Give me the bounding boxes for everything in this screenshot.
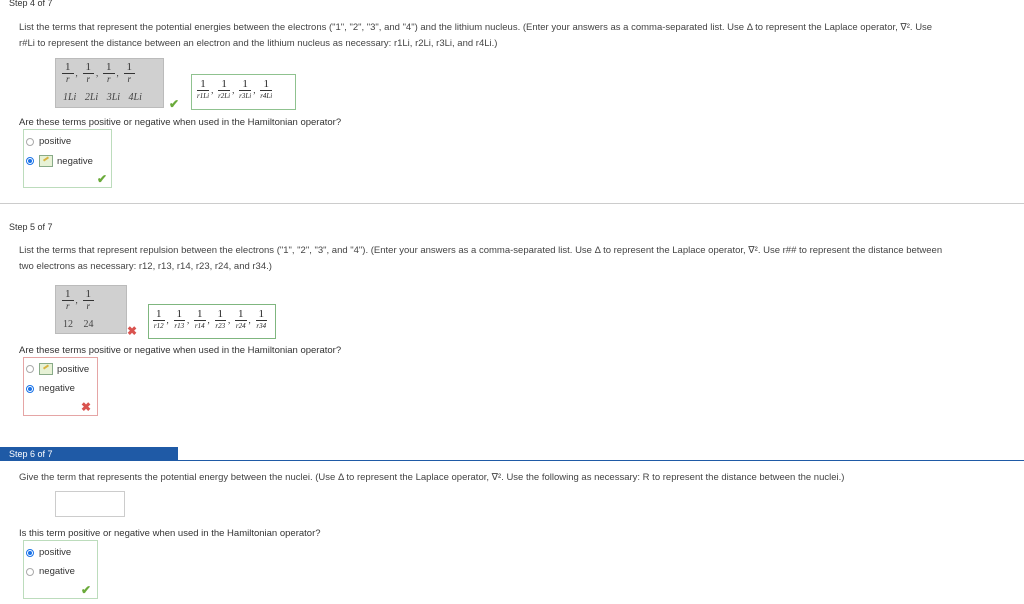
label: 24 <box>83 319 94 330</box>
frac-den: r34 <box>256 322 267 330</box>
radio-unselected-icon[interactable] <box>26 568 34 576</box>
step-5-previous-answer: $\frac{1}{r}$ , $\frac{1}{r}$ 12 24 <box>55 285 127 334</box>
radio-unselected-icon[interactable] <box>26 365 34 373</box>
radio-selected-icon[interactable] <box>26 385 34 393</box>
radio-selected-icon[interactable] <box>26 157 34 165</box>
step-4-question: Are these terms positive or negative when used in the Hamiltonian operator? <box>19 117 342 128</box>
step-5-choice-group <box>23 357 98 416</box>
step-4-option-negative[interactable] <box>26 155 93 167</box>
step-4-answer-field[interactable]: $\frac{1}{r1Li}$ , $\frac{1}{r2Li}$ , $\frac{1}{r3Li}$ , $\frac{1}{r4Li}$ <box>191 74 296 110</box>
frac-num: 1 <box>83 61 95 74</box>
frac-den: r1Li <box>197 92 210 100</box>
step-4-previous-labels <box>63 92 142 103</box>
step-4-answer-check-icon: ✔ <box>169 97 180 111</box>
option-label: positive <box>39 136 72 147</box>
frac-num: 1 <box>235 308 247 321</box>
frac-den: r <box>65 74 70 84</box>
option-label: positive <box>39 547 72 558</box>
step-5-answer-field[interactable]: $\frac{1}{r12}$ , $\frac{1}{r13}$ , $\frac{1}{r14}$ , $\frac{1}{r23}$ , $\frac{1}{r24}$ , $\frac{1}{r34}$ <box>148 304 276 339</box>
frac-den: r <box>86 74 90 84</box>
step-4-choice-group <box>23 129 112 188</box>
step-4-choice-check-icon: ✔ <box>97 172 108 186</box>
step-6-option-positive[interactable] <box>26 547 71 558</box>
step-6-choice-check-icon: ✔ <box>81 583 92 597</box>
step-6-label: Step 6 of 7 <box>0 447 178 461</box>
step-4-prompt <box>19 20 1019 52</box>
step-5-option-negative[interactable] <box>26 383 75 394</box>
option-label: negative <box>39 383 75 394</box>
step-6-choice-group <box>23 540 98 599</box>
radio-unselected-icon[interactable] <box>26 138 34 146</box>
frac-den: r <box>127 74 131 84</box>
frac-num: 1 <box>218 78 230 91</box>
frac-num: 1 <box>194 308 206 321</box>
step-5-prompt <box>19 243 1024 275</box>
frac-den: r24 <box>235 322 246 330</box>
step-6-answer-field[interactable] <box>55 491 125 517</box>
label: 4Li <box>128 92 142 103</box>
step-5-previous-labels <box>63 319 94 330</box>
label: 2Li <box>84 92 99 103</box>
frac-num: 1 <box>239 78 251 91</box>
step-6-question: Is this term positive or negative when used in the Hamiltonian operator? <box>19 528 321 539</box>
step-5-prompt-line1: List the terms that represent repulsion between the electrons ("1", "2", "3", and "4"). (Enter your answers as a comma-separated list. Use Δ to represent the Laplace operator, ∇². Use r## to represent the distance between <box>19 245 943 256</box>
step-4-prompt-line1: List the terms that represent the potential energies between the electrons ("1", "2", "3", and "4") and the lithium nucleus. (Enter your answers as a comma-separated list. Use Δ to represent the Laplace operator, ∇². Use <box>19 22 933 33</box>
step-5-choice-cross-icon: ✖ <box>81 400 92 414</box>
step-6-option-negative[interactable] <box>26 566 75 577</box>
frac-den: r3Li <box>239 92 252 100</box>
frac-den: r2Li <box>218 92 231 100</box>
option-label: negative <box>39 566 75 577</box>
label: 1Li <box>63 92 77 103</box>
frac-den: r <box>86 301 90 311</box>
step-5-prompt-line2: two electrons as necessary: r12, r13, r14, r23, r24, and r34.) <box>19 261 272 272</box>
frac-num: 1 <box>124 61 136 74</box>
pencil-icon <box>39 363 53 375</box>
frac-num: 1 <box>153 308 165 321</box>
pencil-icon <box>39 155 53 167</box>
frac-num: 1 <box>197 78 209 91</box>
step-6-divider <box>178 460 1024 461</box>
option-label: negative <box>57 155 93 167</box>
step-4-previous-answer: $\frac{1}{r}$ , $\frac{1}{r}$ , $\frac{1}{r}$ , $\frac{1}{r}$ 1Li 2Li 3Li 4Li <box>55 58 164 108</box>
step-4-option-positive[interactable] <box>26 136 71 147</box>
frac-num: 1 <box>256 308 268 321</box>
step-5-answer-cross-icon: ✖ <box>127 324 138 338</box>
frac-num: 1 <box>62 61 74 74</box>
frac-den: r12 <box>153 322 164 330</box>
frac-den: r23 <box>215 322 226 330</box>
label: 3Li <box>106 92 121 103</box>
divider <box>0 203 1024 204</box>
frac-num: 1 <box>103 61 115 74</box>
step-4-label: Step 4 of 7 <box>9 0 53 8</box>
frac-num: 1 <box>260 78 272 91</box>
label: 12 <box>63 319 73 330</box>
option-label: positive <box>57 363 90 375</box>
step-5-option-positive[interactable] <box>26 363 89 375</box>
radio-selected-icon[interactable] <box>26 549 34 557</box>
step-5-label: Step 5 of 7 <box>9 222 53 232</box>
frac-den: r14 <box>194 322 205 330</box>
frac-num: 1 <box>62 288 74 301</box>
frac-num: 1 <box>174 308 186 321</box>
frac-den: r13 <box>174 322 185 330</box>
step-6-prompt: Give the term that represents the potential energy between the nuclei. (Use Δ to represent the Laplace operator, ∇². Use the following as necessary: R to represent the distance between the nuclei.) <box>19 472 845 483</box>
frac-den: r <box>65 301 70 311</box>
frac-num: 1 <box>83 288 95 301</box>
frac-num: 1 <box>215 308 227 321</box>
step-4-prompt-line2: r#Li to represent the distance between an electron and the lithium nucleus as necessary: r1Li, r2Li, r3Li, and r4Li.) <box>19 38 498 49</box>
frac-den: r <box>106 74 111 84</box>
step-5-question: Are these terms positive or negative when used in the Hamiltonian operator? <box>19 345 342 356</box>
frac-den: r4Li <box>260 92 273 100</box>
